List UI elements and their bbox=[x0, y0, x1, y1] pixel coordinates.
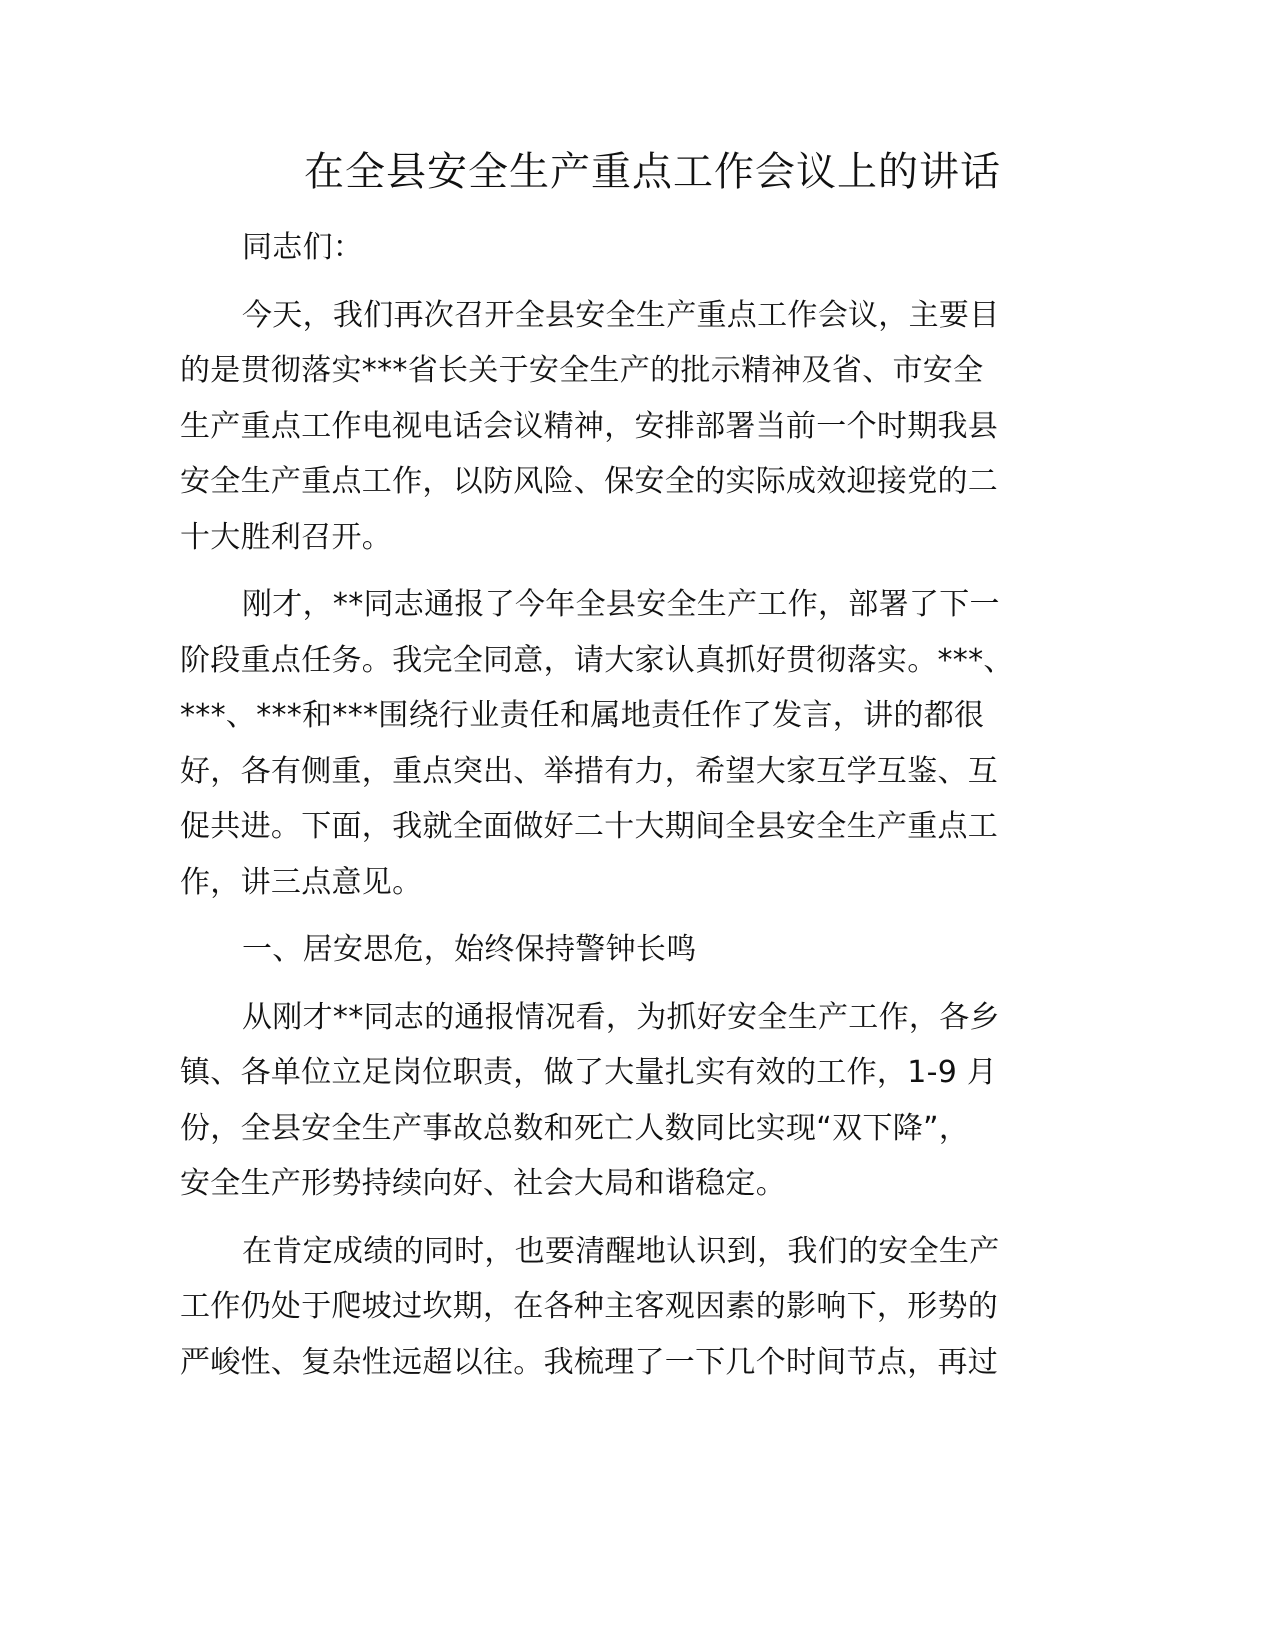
text-line: 镇、各单位立足岗位职责，做了大量扎实有效的工作，1-9 月 bbox=[180, 1055, 998, 1090]
text-line: 的是贯彻落实***省长关于安全生产的批示精神及省、市安全 bbox=[180, 353, 984, 388]
paragraph bbox=[180, 990, 1050, 1212]
text-line: 一、居安思危，始终保持警钟长鸣 bbox=[242, 932, 697, 967]
text-line: 今天，我们再次召开全县安全生产重点工作会议，主要目 bbox=[242, 297, 1000, 333]
paragraph bbox=[180, 922, 1050, 978]
text-line: 促共进。下面，我就全面做好二十大期间全县安全生产重点工 bbox=[180, 809, 999, 844]
text-line: 从刚才**同志的通报情况看，为抓好安全生产工作，各乡 bbox=[242, 999, 1000, 1035]
text-line: ***、***和***围绕行业责任和属地责任作了发言，讲的都很 bbox=[180, 698, 985, 733]
text-line: 份，全县安全生产事故总数和死亡人数同比实现“双下降”， bbox=[180, 1110, 970, 1146]
text-line: 阶段重点任务。我完全同意，请大家认真抓好贯彻落实。***、 bbox=[180, 642, 1014, 678]
text-line: 严峻性、复杂性远超以往。我梳理了一下几个时间节点，再过 bbox=[180, 1344, 999, 1380]
paragraph bbox=[180, 220, 1050, 276]
text-line: 工作仍处于爬坡过坎期，在各种主客观因素的影响下，形势的 bbox=[180, 1289, 999, 1324]
text-line: 在肯定成绩的同时，也要清醒地认识到，我们的安全生产 bbox=[242, 1233, 1000, 1269]
text-line: 好，各有侧重，重点突出、举措有力，希望大家互学互鉴、互 bbox=[180, 753, 999, 789]
paragraph bbox=[180, 577, 1050, 910]
text-line: 作，讲三点意见。 bbox=[180, 864, 423, 900]
paragraph bbox=[180, 288, 1050, 566]
text-line: 同志们： bbox=[242, 230, 364, 265]
text-line: 安全生产重点工作，以防风险、保安全的实际成效迎接党的二 bbox=[180, 464, 999, 499]
document-title: 在全县安全生产重点工作会议上的讲话 bbox=[304, 149, 1001, 195]
text-line: 生产重点工作电视电话会议精神，安排部署当前一个时期我县 bbox=[180, 408, 999, 444]
text-line: 刚才，**同志通报了今年全县安全生产工作，部署了下一 bbox=[242, 587, 1000, 622]
text-line: 安全生产形势持续向好、社会大局和谐稳定。 bbox=[180, 1166, 786, 1201]
text-line: 十大胜利召开。 bbox=[180, 519, 393, 555]
paragraph bbox=[180, 1224, 1050, 1391]
document-body bbox=[180, 220, 1050, 1402]
